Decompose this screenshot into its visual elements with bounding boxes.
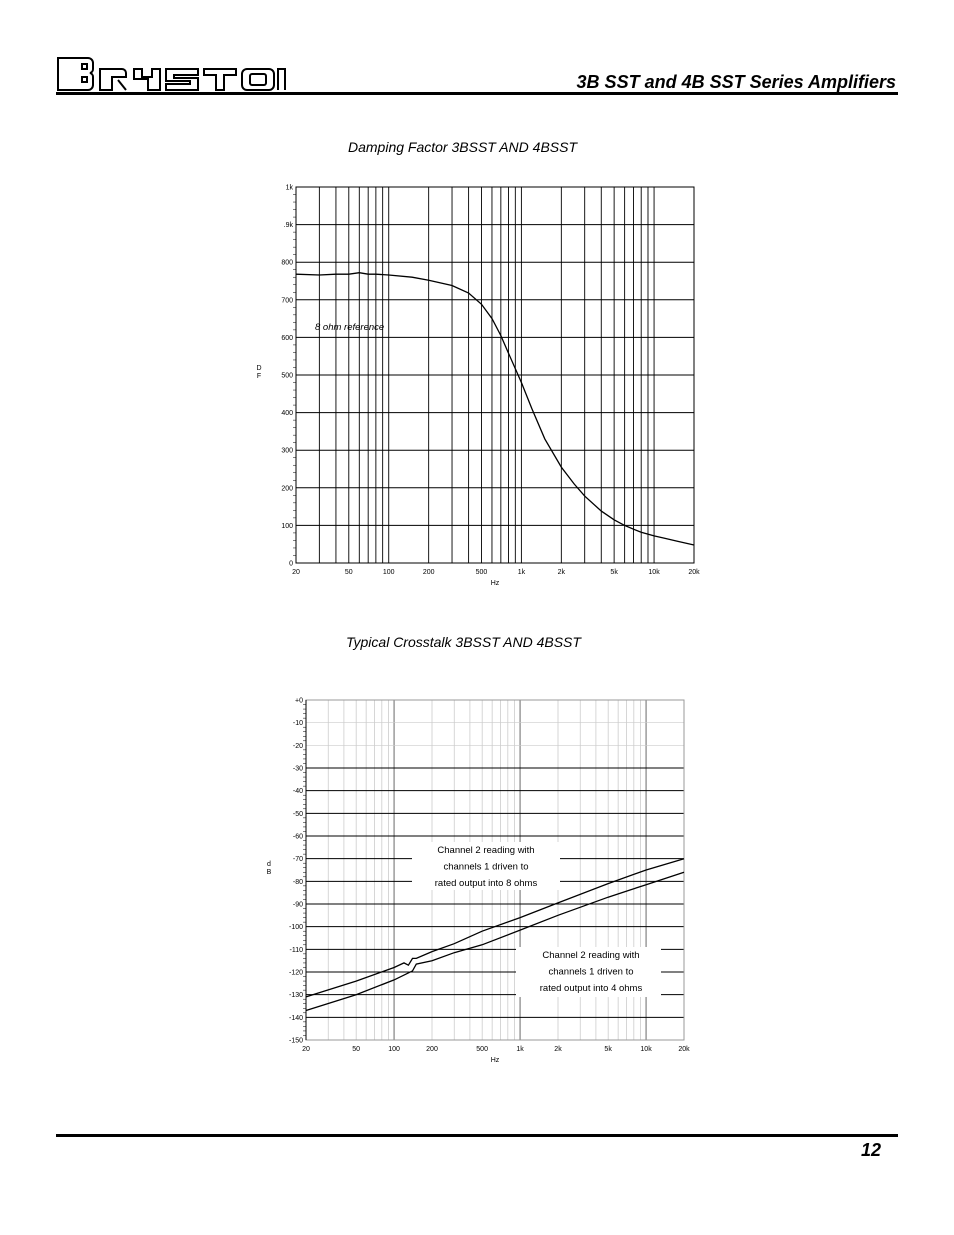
crosstalk-annotation-line: Channel 2 reading with [437, 845, 535, 856]
crosstalk-x-tick-label: 1k [516, 1046, 524, 1053]
damping-chart-title: Damping Factor 3BSST AND 4BSST [348, 139, 578, 155]
damping-y-tick-label: 100 [281, 522, 293, 530]
crosstalk-annotation-line: channels 1 driven to [443, 861, 529, 873]
damping-x-tick-label: 1k [517, 569, 526, 576]
damping-y-tick-label: .9k [283, 222, 293, 230]
crosstalk-y-tick-label: -100 [288, 924, 303, 932]
crosstalk-y-axis-label-part: B [266, 869, 272, 876]
crosstalk-y-tick-label: -70 [292, 856, 303, 864]
crosstalk-y-axis-label-part: d [267, 861, 271, 868]
crosstalk-y-tick-label: -90 [292, 901, 303, 909]
page-number: 12 [860, 1140, 881, 1160]
damping-x-tick-label: 5k [610, 569, 618, 576]
footer-rule [56, 1134, 898, 1137]
damping-series-line-1 [296, 273, 694, 545]
crosstalk-chart-title: Typical Crosstalk 3BSST AND 4BSST [346, 634, 581, 650]
damping-x-tick-label: 10k [648, 569, 660, 576]
crosstalk-x-tick-label: 10k [640, 1046, 652, 1053]
crosstalk-y-tick-label: -10 [292, 720, 303, 728]
damping-annotation: 8 ohm reference [315, 322, 385, 333]
crosstalk-annotation-line: Channel 2 reading with [542, 950, 640, 961]
damping-x-tick-label: 50 [344, 569, 353, 576]
crosstalk-x-tick-label: 50 [352, 1046, 361, 1053]
crosstalk-x-tick-label: 200 [426, 1046, 438, 1053]
damping-x-tick-label: 2k [557, 569, 566, 576]
crosstalk-y-tick-label: -130 [288, 992, 303, 1000]
damping-y-tick-label: 0 [289, 560, 293, 568]
crosstalk-chart [267, 698, 690, 1065]
damping-x-tick-label: 500 [475, 569, 488, 576]
crosstalk-x-tick-label: 100 [388, 1046, 400, 1053]
crosstalk-y-tick-label: -60 [292, 833, 303, 841]
damping-x-tick-label: 20k [688, 569, 700, 576]
damping-y-tick-label: 600 [281, 334, 293, 342]
crosstalk-y-tick-label: -120 [288, 969, 303, 977]
crosstalk-x-tick-label: 5k [604, 1046, 612, 1053]
damping-y-axis-label [256, 365, 261, 380]
crosstalk-annotation-line: rated output into 8 ohms [434, 878, 538, 889]
crosstalk-y-axis-label [267, 861, 272, 876]
damping-y-tick-label: 800 [281, 259, 293, 267]
crosstalk-annotation-line: rated output into 4 ohms [539, 983, 643, 994]
crosstalk-y-tick-label: -20 [292, 742, 303, 750]
damping-y-tick-label: 400 [281, 410, 293, 418]
crosstalk-y-tick-label: -50 [292, 810, 303, 818]
damping-y-tick-label: 300 [281, 447, 293, 455]
crosstalk-y-tick-label: -40 [292, 788, 303, 796]
damping-y-tick-label: 1k [285, 184, 293, 192]
damping-chart [256, 185, 700, 588]
crosstalk-y-tick-label: -30 [292, 765, 303, 773]
damping-x-tick-label: 100 [382, 569, 395, 576]
damping-y-axis-label-part: D [256, 365, 262, 372]
crosstalk-x-tick-label: 20 [302, 1046, 310, 1053]
crosstalk-x-tick-label: 2k [554, 1046, 562, 1053]
crosstalk-y-tick-label: -110 [289, 946, 303, 954]
damping-x-axis-label: Hz [490, 580, 500, 587]
damping-x-tick-label: 200 [422, 569, 435, 576]
damping-y-axis-label-part: F [256, 373, 262, 380]
crosstalk-annotation-line: channels 1 driven to [548, 966, 634, 978]
crosstalk-x-tick-label: 20k [678, 1046, 690, 1053]
damping-y-tick-label: 200 [281, 485, 293, 493]
damping-y-tick-label: 700 [281, 297, 293, 305]
damping-y-tick-label: 500 [281, 372, 293, 380]
document-title: 3B SST and 4B SST Series Amplifiers [576, 72, 896, 92]
crosstalk-x-axis-label: Hz [490, 1057, 500, 1064]
crosstalk-x-tick-label: 500 [476, 1046, 488, 1053]
crosstalk-y-tick-label: -140 [288, 1014, 303, 1022]
crosstalk-y-tick-label: -80 [292, 878, 303, 886]
crosstalk-y-tick-label: +0 [295, 697, 303, 705]
damping-x-tick-label: 20 [292, 569, 300, 576]
crosstalk-y-tick-label: -150 [288, 1037, 303, 1045]
